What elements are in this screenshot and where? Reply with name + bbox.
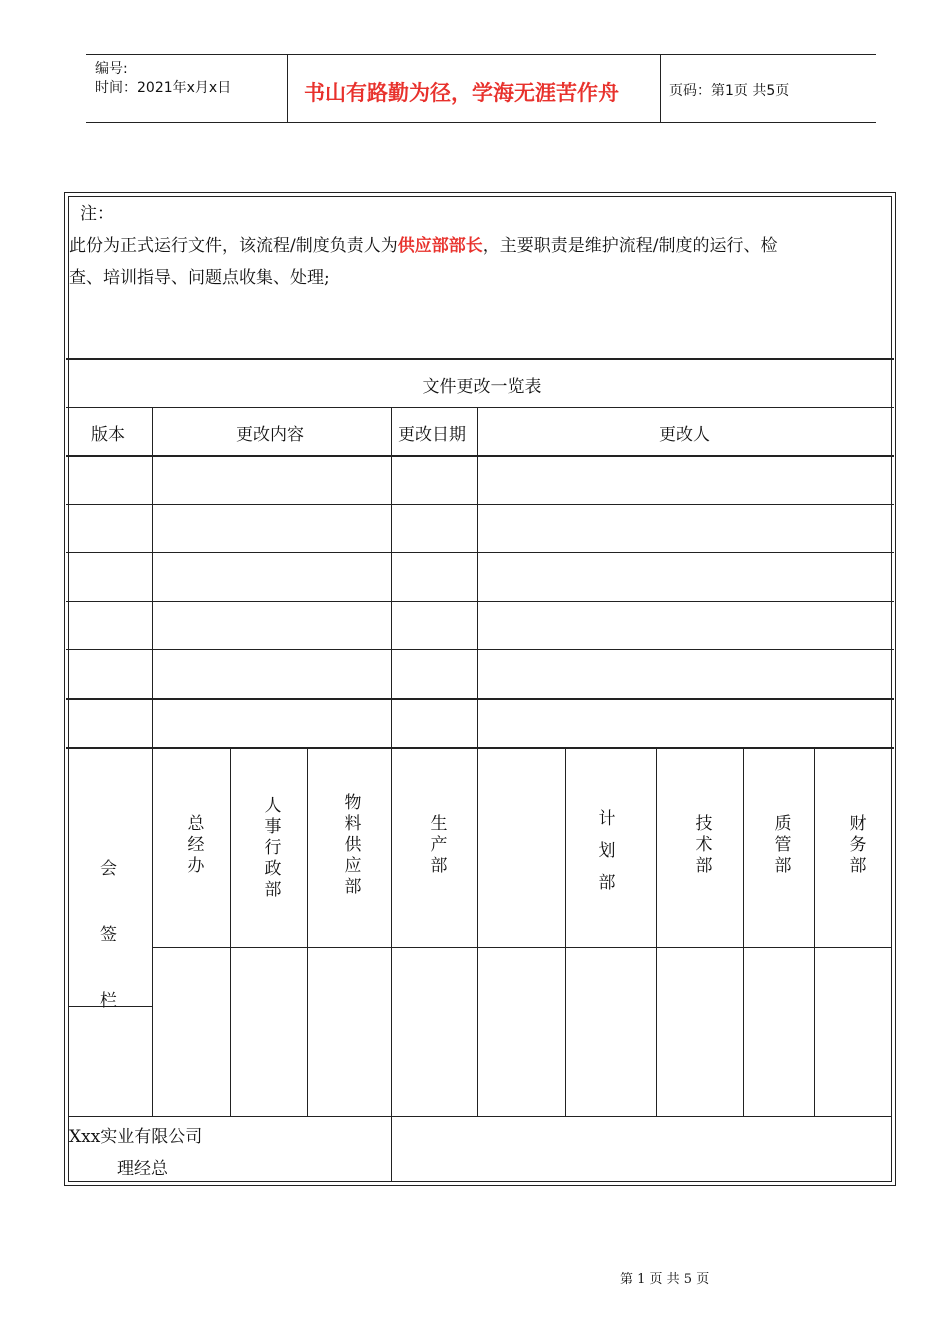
note-text-line2: 查、培训指导、问题点收集、处理; [69, 268, 330, 288]
signoff-label-char: 会 [100, 859, 117, 879]
header-change-date: 更改日期 [398, 425, 466, 445]
motto: 书山有路勤为径，学海无涯苦作舟 [304, 81, 619, 105]
dept-finance: 财务部 [849, 814, 867, 876]
dept-quality: 质管部 [774, 814, 792, 876]
document-time: 时间：2021年x月x日 [95, 80, 232, 96]
change-table-title: 文件更改一览表 [422, 377, 542, 397]
dept-production: 生产部 [430, 814, 448, 876]
header-change-content: 更改内容 [236, 425, 304, 445]
note-text-before: 此份为正式运行文件，该流程/制度负责人为 [69, 236, 398, 256]
dept-hr-admin: 人事行政部 [264, 796, 282, 900]
note-highlight: 供应部部长 [397, 236, 483, 256]
company-name: Xxx实业有限公司 [69, 1127, 203, 1147]
note-label: 注： [80, 204, 114, 224]
dept-planning: 计划部 [598, 809, 616, 893]
header-changer: 更改人 [659, 425, 710, 445]
note-text-after: ，主要职责是维护流程/制度的运行、检 [482, 236, 778, 256]
signoff-label-char: 栏 [100, 991, 117, 1011]
dept-technology: 技术部 [695, 814, 713, 876]
document-number-label: 编号: [95, 61, 128, 77]
approver-role: 理经总 [117, 1159, 168, 1179]
header-version: 版本 [91, 425, 125, 445]
dept-material-supply: 物料供应部 [344, 793, 362, 897]
note-text-line1 [69, 231, 777, 256]
signoff-label-char: 签 [100, 925, 117, 945]
page-footer: 第 1 页 共 5 页 [620, 1272, 710, 1287]
page-info: 页码：第1页 共5页 [669, 83, 790, 99]
dept-general-office: 总经办 [187, 814, 205, 876]
